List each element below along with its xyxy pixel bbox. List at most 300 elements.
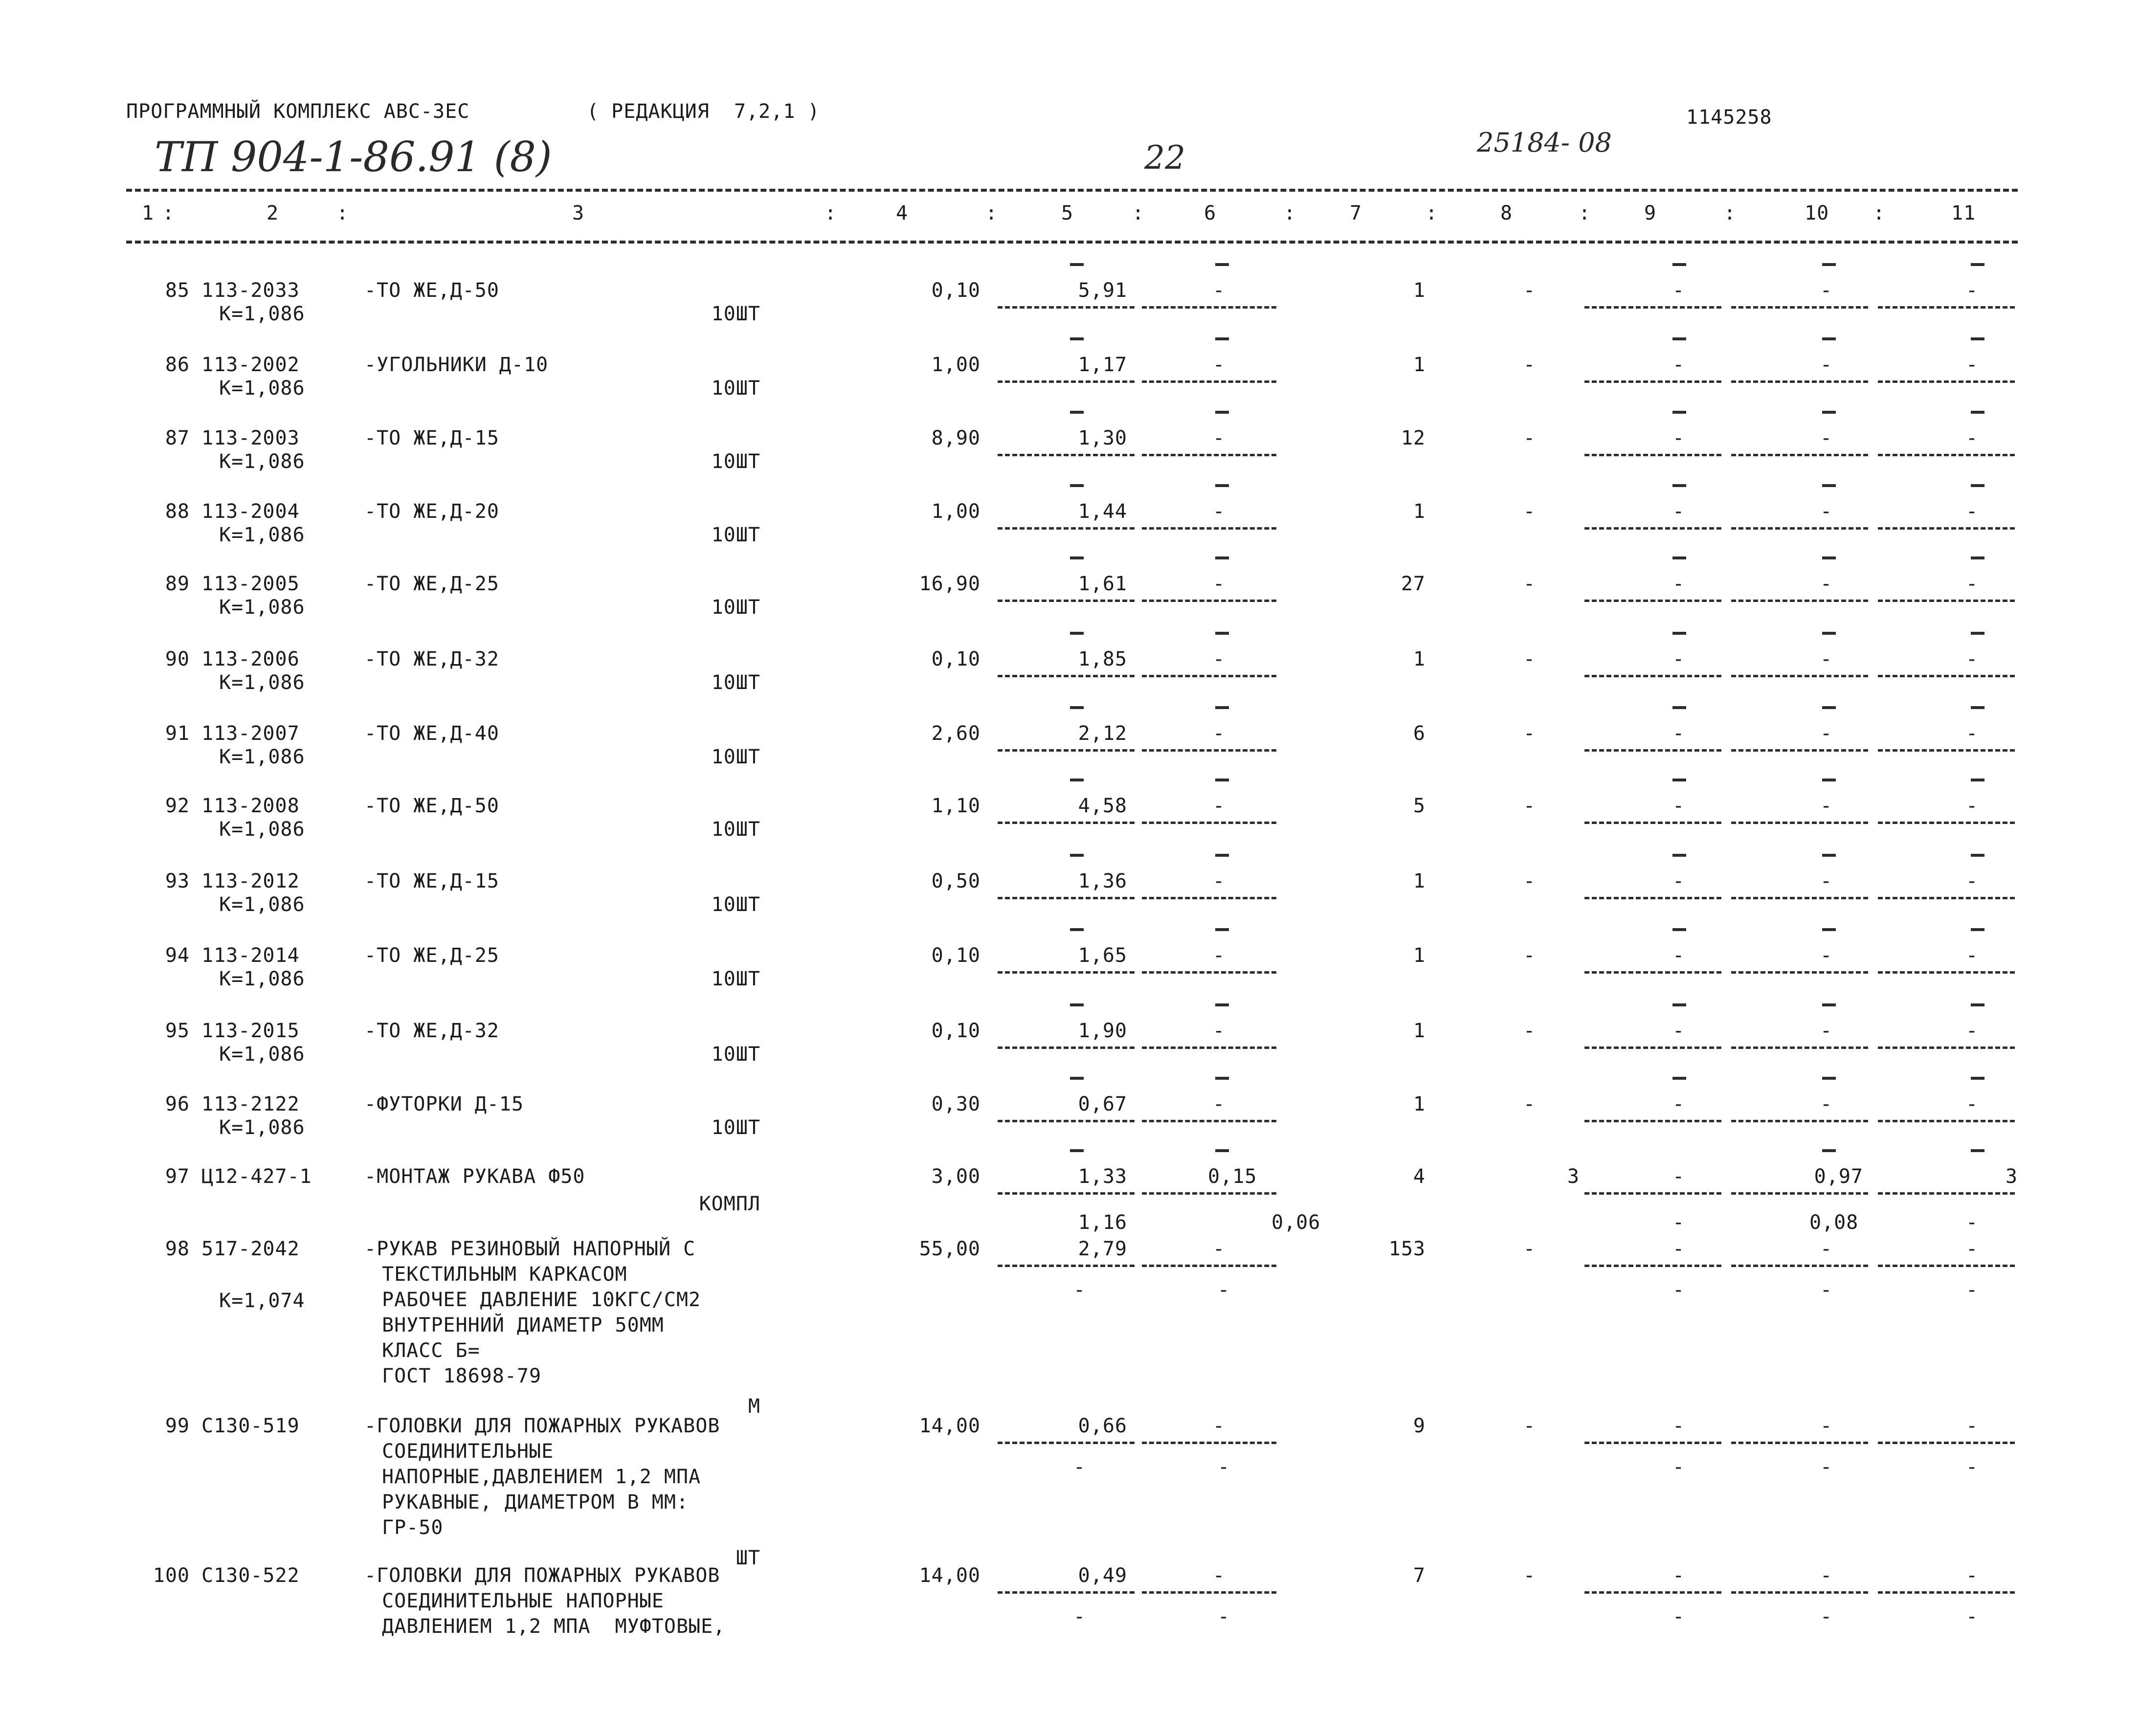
- col11-value: -: [1966, 795, 1979, 817]
- coefficient: К=1,086: [219, 893, 305, 916]
- description-line: ДАВЛЕНИЕМ 1,2 МПА МУФТОВЫЕ,: [382, 1615, 726, 1638]
- quantity: 0,10: [931, 944, 981, 967]
- price-code: 113-2122: [201, 1093, 300, 1115]
- coefficient: К=1,086: [219, 1116, 305, 1139]
- top-rule: [126, 189, 2018, 192]
- fraction-rule: [1878, 527, 2015, 530]
- fraction-rule: [1142, 1265, 1276, 1267]
- unit-price: 1,30: [1078, 427, 1127, 449]
- dash-mark: [1822, 928, 1836, 931]
- fraction-rule: [1731, 380, 1868, 383]
- coefficient: К=1,086: [219, 1043, 305, 1066]
- fraction-rule: [1878, 454, 2015, 456]
- row-number: 90: [165, 648, 190, 670]
- column-separator: :: [1873, 202, 1886, 224]
- fraction-rule: [1878, 897, 2015, 899]
- fraction-rule: [998, 306, 1135, 309]
- dash-mark: [1971, 1077, 1984, 1080]
- fraction-rule: [1142, 527, 1276, 530]
- col5-lower: 1,16: [1078, 1211, 1127, 1234]
- col10-value: -: [1820, 1020, 1833, 1042]
- col6-value: -: [1213, 1415, 1226, 1437]
- column-header-5: 5: [1061, 202, 1074, 224]
- unit-price: 1,90: [1078, 1020, 1127, 1042]
- price-code: 113-2005: [201, 573, 300, 595]
- col6-value: -: [1213, 795, 1226, 817]
- col9-lower: -: [1672, 1605, 1685, 1628]
- description-line: КЛАСС Б=: [382, 1339, 480, 1362]
- col11-value: -: [1966, 944, 1979, 967]
- col11-value: -: [1966, 500, 1979, 523]
- fraction-rule: [1731, 822, 1868, 824]
- price-code: С130-519: [201, 1415, 300, 1437]
- work-description: -ТО ЖЕ,Д-32: [364, 648, 499, 670]
- fraction-rule: [1584, 897, 1721, 899]
- column-header-9: 9: [1644, 202, 1657, 224]
- labor-total: 153: [1388, 1238, 1426, 1260]
- fraction-rule: [1584, 1046, 1721, 1049]
- col6-value: -: [1213, 722, 1226, 745]
- dash-mark: [1822, 854, 1836, 857]
- fraction-rule: [1878, 1046, 2015, 1049]
- col11-value: -: [1966, 1238, 1979, 1260]
- row-number: 86: [165, 354, 190, 376]
- fraction-rule: [1584, 306, 1721, 309]
- fraction-rule: [1142, 306, 1276, 309]
- dash-mark: [1070, 1003, 1084, 1006]
- fraction-rule: [1878, 749, 2015, 752]
- col8-value: -: [1523, 573, 1536, 595]
- dash-mark: [1070, 779, 1084, 781]
- fraction-rule: [1584, 380, 1721, 383]
- dash-mark: [1822, 632, 1836, 635]
- col6-value: -: [1213, 648, 1226, 670]
- row-number: 100: [153, 1564, 190, 1587]
- fraction-rule: [998, 1442, 1135, 1444]
- dash-mark: [1672, 854, 1686, 857]
- col6-value: -: [1213, 354, 1226, 376]
- col9-value: -: [1672, 1093, 1685, 1115]
- unit-price: 2,79: [1078, 1238, 1127, 1260]
- unit: 10ШТ: [711, 671, 760, 694]
- col9-value: -: [1672, 279, 1685, 302]
- fraction-rule: [998, 675, 1135, 677]
- col8-value: -: [1523, 500, 1536, 523]
- quantity: 1,00: [931, 354, 981, 376]
- price-code: 113-2003: [201, 427, 300, 449]
- column-separator: :: [1426, 202, 1438, 224]
- col10-value: -: [1820, 1238, 1833, 1260]
- coefficient: К=1,086: [219, 524, 305, 546]
- price-code: 113-2008: [201, 795, 300, 817]
- column-header-8: 8: [1500, 202, 1513, 224]
- col6-value: -: [1213, 870, 1226, 892]
- dash-mark: [1215, 556, 1229, 559]
- col6-lower: 0,06: [1271, 1211, 1321, 1234]
- dash-mark: [1672, 1003, 1686, 1006]
- price-code: 113-2015: [201, 1020, 300, 1042]
- col10-value: -: [1820, 722, 1833, 745]
- labor-total: 1: [1413, 279, 1426, 302]
- fraction-rule: [1584, 749, 1721, 752]
- work-description: -МОНТАЖ РУКАВА Ф50: [364, 1165, 585, 1188]
- unit: 10ШТ: [711, 303, 760, 325]
- fraction-rule: [1731, 306, 1868, 309]
- work-description: -ТО ЖЕ,Д-20: [364, 500, 499, 523]
- unit: 10ШТ: [711, 818, 760, 841]
- work-description: -ТО ЖЕ,Д-25: [364, 573, 499, 595]
- col9-value: -: [1672, 795, 1685, 817]
- dash-mark: [1822, 706, 1836, 709]
- col11-lower: -: [1966, 1279, 1979, 1301]
- fraction-rule: [1142, 749, 1276, 752]
- fraction-rule: [998, 1591, 1135, 1594]
- fraction-rule: [998, 1120, 1135, 1122]
- col6-value: -: [1213, 1093, 1226, 1115]
- col8-value: -: [1523, 1415, 1536, 1437]
- fraction-rule: [998, 454, 1135, 456]
- col6-lower: -: [1218, 1279, 1230, 1301]
- fraction-rule: [1584, 600, 1721, 602]
- fraction-rule: [1731, 527, 1868, 530]
- price-code: 113-2004: [201, 500, 300, 523]
- column-separator: :: [1724, 202, 1737, 224]
- col9-value: -: [1672, 1564, 1685, 1587]
- dash-mark: [1971, 632, 1984, 635]
- col10-value: -: [1820, 279, 1833, 302]
- dash-mark: [1672, 263, 1686, 266]
- col9-lower: -: [1672, 1211, 1685, 1234]
- quantity: 16,90: [919, 573, 981, 595]
- labor-total: 5: [1413, 795, 1426, 817]
- col9-value: -: [1672, 1415, 1685, 1437]
- fraction-rule: [1731, 1265, 1868, 1267]
- work-description: -ТО ЖЕ,Д-40: [364, 722, 499, 745]
- fraction-rule: [1584, 971, 1721, 974]
- dash-mark: [1971, 411, 1984, 414]
- coefficient: К=1,086: [219, 303, 305, 325]
- col11-value: -: [1966, 279, 1979, 302]
- col6-value: -: [1213, 279, 1226, 302]
- labor-total: 1: [1413, 354, 1426, 376]
- dash-mark: [1822, 411, 1836, 414]
- dash-mark: [1215, 484, 1229, 487]
- dash-mark: [1672, 411, 1686, 414]
- unit-price: 1,36: [1078, 870, 1127, 892]
- labor-total: 1: [1413, 500, 1426, 523]
- fraction-rule: [998, 1192, 1135, 1195]
- quantity: 1,00: [931, 500, 981, 523]
- unit-price: 0,66: [1078, 1415, 1127, 1437]
- row-number: 91: [165, 722, 190, 745]
- fraction-rule: [1584, 527, 1721, 530]
- col9-value: -: [1672, 1020, 1685, 1042]
- fraction-rule: [1731, 454, 1868, 456]
- dash-mark: [1822, 484, 1836, 487]
- dash-mark: [1215, 632, 1229, 635]
- dash-mark: [1672, 484, 1686, 487]
- row-number: 85: [165, 279, 190, 302]
- row-number: 87: [165, 427, 190, 449]
- dash-mark: [1971, 556, 1984, 559]
- col11-lower: -: [1966, 1456, 1979, 1478]
- dash-mark: [1070, 854, 1084, 857]
- unit-price: 1,33: [1078, 1165, 1127, 1188]
- col10-value: -: [1820, 427, 1833, 449]
- col11-lower: -: [1966, 1605, 1979, 1628]
- price-code: Ц12-427-1: [201, 1165, 312, 1188]
- dash-mark: [1672, 928, 1686, 931]
- col9-lower: -: [1672, 1456, 1685, 1478]
- description-line: ГР-50: [382, 1516, 444, 1539]
- dash-mark: [1822, 1077, 1836, 1080]
- row-number: 99: [165, 1415, 190, 1437]
- dash-mark: [1215, 854, 1229, 857]
- col6-value: -: [1213, 1238, 1226, 1260]
- col8-value: -: [1523, 1564, 1536, 1587]
- labor-total: 27: [1401, 573, 1426, 595]
- col8-value: -: [1523, 1093, 1536, 1115]
- col11-value: -: [1966, 1093, 1979, 1115]
- fraction-rule: [1584, 1192, 1721, 1195]
- col10-value: -: [1820, 944, 1833, 967]
- price-code: 113-2012: [201, 870, 300, 892]
- dash-mark: [1070, 928, 1084, 931]
- dash-mark: [1070, 337, 1084, 340]
- program-title: ПРОГРАММНЫЙ КОМПЛЕКС АВС-3ЕС: [126, 100, 470, 123]
- col8-value: -: [1523, 1020, 1536, 1042]
- price-code: 113-2007: [201, 722, 300, 745]
- col10-value: -: [1820, 870, 1833, 892]
- fraction-rule: [1878, 822, 2015, 824]
- col6-value: -: [1213, 573, 1226, 595]
- col10-value: -: [1820, 648, 1833, 670]
- col11-value: -: [1966, 648, 1979, 670]
- fraction-rule: [1142, 1120, 1276, 1122]
- quantity: 0,50: [931, 870, 981, 892]
- unit: 10ШТ: [711, 1116, 760, 1139]
- work-description: -ТО ЖЕ,Д-25: [364, 944, 499, 967]
- col10-lower: -: [1820, 1279, 1833, 1301]
- fraction-rule: [1878, 306, 2015, 309]
- col6-lower: -: [1218, 1456, 1230, 1478]
- col8-value: -: [1523, 870, 1536, 892]
- row-number: 93: [165, 870, 190, 892]
- quantity: 14,00: [919, 1415, 981, 1437]
- col10-lower: 0,08: [1809, 1211, 1859, 1234]
- row-number: 88: [165, 500, 190, 523]
- col9-value: -: [1672, 573, 1685, 595]
- column-separator: :: [1284, 202, 1296, 224]
- dash-mark: [1215, 337, 1229, 340]
- handwritten-page: 22: [1144, 139, 1185, 177]
- fraction-rule: [1584, 675, 1721, 677]
- fraction-rule: [1584, 1442, 1721, 1444]
- unit: ШТ: [736, 1547, 760, 1569]
- work-description: -ТО ЖЕ,Д-32: [364, 1020, 499, 1042]
- fraction-rule: [1878, 1591, 2015, 1594]
- fraction-rule: [998, 600, 1135, 602]
- col9-value: -: [1672, 1238, 1685, 1260]
- col8-value: -: [1523, 354, 1536, 376]
- dash-mark: [1215, 706, 1229, 709]
- col11-value: -: [1966, 870, 1979, 892]
- fraction-rule: [1878, 1120, 2015, 1122]
- coefficient: К=1,086: [219, 377, 305, 400]
- col8-value: -: [1523, 795, 1536, 817]
- row-number: 95: [165, 1020, 190, 1042]
- column-separator: :: [336, 202, 349, 224]
- dash-mark: [1215, 1003, 1229, 1006]
- col6-value: 0,15: [1208, 1165, 1257, 1188]
- dash-mark: [1971, 337, 1984, 340]
- col9-value: -: [1672, 944, 1685, 967]
- dash-mark: [1971, 928, 1984, 931]
- dash-mark: [1971, 484, 1984, 487]
- coefficient: К=1,086: [219, 968, 305, 990]
- dash-mark: [1971, 263, 1984, 266]
- dash-mark: [1822, 1003, 1836, 1006]
- col9-value: -: [1672, 354, 1685, 376]
- dash-mark: [1070, 1077, 1084, 1080]
- col9-value: -: [1672, 722, 1685, 745]
- fraction-rule: [998, 971, 1135, 974]
- column-header-6: 6: [1204, 202, 1217, 224]
- labor-total: 1: [1413, 648, 1426, 670]
- dash-mark: [1672, 556, 1686, 559]
- unit-price: 1,44: [1078, 500, 1127, 523]
- unit-price: 2,12: [1078, 722, 1127, 745]
- labor-total: 12: [1401, 427, 1426, 449]
- dash-mark: [1822, 337, 1836, 340]
- row-number: 96: [165, 1093, 190, 1115]
- fraction-rule: [1878, 675, 2015, 677]
- col11-value: 3: [2005, 1165, 2018, 1188]
- fraction-rule: [1731, 749, 1868, 752]
- col5-lower: -: [1073, 1279, 1086, 1301]
- quantity: 0,10: [931, 1020, 981, 1042]
- fraction-rule: [1731, 897, 1868, 899]
- col10-value: -: [1820, 1564, 1833, 1587]
- unit: 10ШТ: [711, 746, 760, 768]
- coefficient: К=1,086: [219, 596, 305, 619]
- fraction-rule: [998, 749, 1135, 752]
- work-description: -ТО ЖЕ,Д-50: [364, 279, 499, 302]
- col6-value: -: [1213, 500, 1226, 523]
- price-code: С130-522: [201, 1564, 300, 1587]
- dash-mark: [1215, 263, 1229, 266]
- doc-number: 1145258: [1686, 106, 1772, 129]
- col11-value: -: [1966, 1020, 1979, 1042]
- dash-mark: [1070, 706, 1084, 709]
- fraction-rule: [998, 380, 1135, 383]
- dash-mark: [1971, 706, 1984, 709]
- col5-lower: -: [1073, 1456, 1086, 1478]
- fraction-rule: [1878, 971, 2015, 974]
- labor-total: 1: [1413, 1093, 1426, 1115]
- quantity: 14,00: [919, 1564, 981, 1587]
- fraction-rule: [998, 1265, 1135, 1267]
- work-description: -УГОЛЬНИКИ Д-10: [364, 354, 549, 376]
- price-code: 113-2002: [201, 354, 300, 376]
- dash-mark: [1215, 1077, 1229, 1080]
- fraction-rule: [1142, 1046, 1276, 1049]
- quantity: 0,10: [931, 279, 981, 302]
- dash-mark: [1971, 1003, 1984, 1006]
- col6-value: -: [1213, 1564, 1226, 1587]
- col11-lower: -: [1966, 1211, 1979, 1234]
- work-description: -РУКАВ РЕЗИНОВЫЙ НАПОРНЫЙ С: [364, 1238, 696, 1260]
- unit-price: 5,91: [1078, 279, 1127, 302]
- row-number: 97: [165, 1165, 190, 1188]
- col10-value: -: [1820, 1093, 1833, 1115]
- fraction-rule: [1142, 1192, 1276, 1195]
- fraction-rule: [1142, 675, 1276, 677]
- column-header-10: 10: [1805, 202, 1829, 224]
- col9-value: -: [1672, 427, 1685, 449]
- labor-total: 1: [1413, 870, 1426, 892]
- labor-total: 6: [1413, 722, 1426, 745]
- col11-value: -: [1966, 722, 1979, 745]
- quantity: 0,10: [931, 648, 981, 670]
- price-code: 517-2042: [201, 1238, 300, 1260]
- work-description: -ТО ЖЕ,Д-15: [364, 870, 499, 892]
- unit: КОМПЛ: [699, 1193, 760, 1215]
- description-line: ВНУТРЕННИЙ ДИАМЕТР 50ММ: [382, 1314, 664, 1336]
- description-line: РУКАВНЫЕ, ДИАМЕТРОМ В ММ:: [382, 1491, 689, 1513]
- quantity: 0,30: [931, 1093, 981, 1115]
- description-line: НАПОРНЫЕ,ДАВЛЕНИЕМ 1,2 МПА: [382, 1466, 701, 1488]
- col8-value: -: [1523, 279, 1536, 302]
- description-line: СОЕДИНИТЕЛЬНЫЕ НАПОРНЫЕ: [382, 1590, 664, 1612]
- row-number: 94: [165, 944, 190, 967]
- work-description: -ТО ЖЕ,Д-50: [364, 795, 499, 817]
- unit-price: 1,17: [1078, 354, 1127, 376]
- handwritten-ref: 25184- 08: [1477, 127, 1612, 158]
- fraction-rule: [1584, 454, 1721, 456]
- coefficient: К=1,086: [219, 746, 305, 768]
- col9-value: -: [1672, 648, 1685, 670]
- quantity: 55,00: [919, 1238, 981, 1260]
- col8-value: 3: [1567, 1165, 1580, 1188]
- col10-value: -: [1820, 354, 1833, 376]
- col10-value: -: [1820, 573, 1833, 595]
- dash-mark: [1822, 263, 1836, 266]
- dash-mark: [1070, 263, 1084, 266]
- column-separator: :: [825, 202, 837, 224]
- dash-mark: [1822, 779, 1836, 781]
- row-number: 98: [165, 1238, 190, 1260]
- dash-mark: [1215, 1149, 1229, 1152]
- unit: 10ШТ: [711, 524, 760, 546]
- fraction-rule: [1731, 1591, 1868, 1594]
- unit-price: 0,49: [1078, 1564, 1127, 1587]
- fraction-rule: [1731, 1192, 1868, 1195]
- column-separator: :: [985, 202, 998, 224]
- unit-price: 1,85: [1078, 648, 1127, 670]
- dash-mark: [1971, 779, 1984, 781]
- quantity: 2,60: [931, 722, 981, 745]
- work-description: -ФУТОРКИ Д-15: [364, 1093, 524, 1115]
- quantity: 3,00: [931, 1165, 981, 1188]
- price-code: 113-2006: [201, 648, 300, 670]
- col11-value: -: [1966, 1415, 1979, 1437]
- col9-value: -: [1672, 1165, 1685, 1188]
- column-separator: :: [1132, 202, 1145, 224]
- col10-value: 0,97: [1814, 1165, 1863, 1188]
- unit-price: 1,65: [1078, 944, 1127, 967]
- description-line: РАБОЧЕЕ ДАВЛЕНИЕ 10КГС/СМ2: [382, 1289, 701, 1311]
